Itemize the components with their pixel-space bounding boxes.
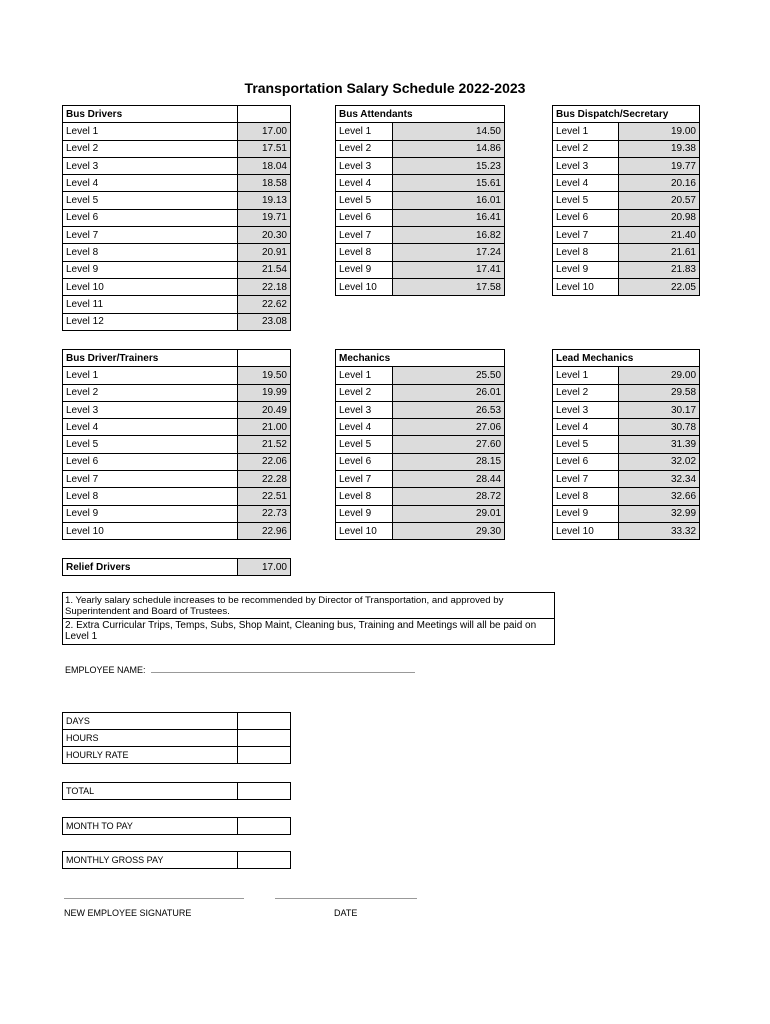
level-label: Level 5 bbox=[336, 436, 393, 453]
employee-name-label: EMPLOYEE NAME: bbox=[65, 665, 146, 675]
month-to-pay-table bbox=[62, 817, 291, 835]
level-label: Level 1 bbox=[63, 367, 238, 384]
mechanics-table bbox=[335, 349, 505, 540]
level-rate: 29.58 bbox=[619, 384, 700, 401]
level-rate: 16.01 bbox=[393, 192, 505, 209]
table-row bbox=[553, 367, 700, 384]
level-rate: 21.00 bbox=[238, 419, 291, 436]
level-rate: 32.34 bbox=[619, 471, 700, 488]
level-label: Level 6 bbox=[63, 209, 238, 226]
level-label: Level 3 bbox=[336, 401, 393, 418]
bus-driver-trainers-table bbox=[62, 349, 291, 540]
level-rate: 17.00 bbox=[238, 123, 291, 140]
level-label: Level 11 bbox=[63, 296, 238, 313]
level-label: Level 4 bbox=[63, 419, 238, 436]
table-row bbox=[553, 209, 700, 226]
table-row bbox=[63, 505, 291, 522]
table-row bbox=[63, 313, 291, 330]
level-rate: 21.61 bbox=[619, 244, 700, 261]
table-row bbox=[336, 123, 505, 140]
days-hours-rate-table bbox=[62, 712, 291, 764]
table-row bbox=[336, 453, 505, 470]
table-row bbox=[553, 175, 700, 192]
level-rate: 33.32 bbox=[619, 522, 700, 539]
table-row bbox=[336, 471, 505, 488]
table-row bbox=[336, 367, 505, 384]
table-row bbox=[553, 505, 700, 522]
level-label: Level 7 bbox=[336, 227, 393, 244]
level-rate: 21.52 bbox=[238, 436, 291, 453]
table-row bbox=[336, 244, 505, 261]
table-row bbox=[553, 419, 700, 436]
level-label: Level 9 bbox=[553, 505, 619, 522]
level-label: Level 2 bbox=[63, 140, 238, 157]
level-label: Level 1 bbox=[336, 123, 393, 140]
hours-label: HOURS bbox=[63, 730, 238, 747]
level-label: Level 1 bbox=[553, 123, 619, 140]
table-row bbox=[336, 488, 505, 505]
level-rate: 28.15 bbox=[393, 453, 505, 470]
level-rate: 22.05 bbox=[619, 278, 700, 295]
level-label: Level 9 bbox=[336, 261, 393, 278]
level-rate: 20.16 bbox=[619, 175, 700, 192]
table-row bbox=[336, 175, 505, 192]
date-line[interactable] bbox=[275, 898, 417, 899]
level-rate: 19.77 bbox=[619, 157, 700, 174]
level-label: Level 2 bbox=[553, 384, 619, 401]
table-row bbox=[336, 261, 505, 278]
level-label: Level 10 bbox=[336, 522, 393, 539]
table-row bbox=[63, 419, 291, 436]
lead-mechanics-table bbox=[552, 349, 700, 540]
table-row bbox=[336, 505, 505, 522]
level-rate: 30.78 bbox=[619, 419, 700, 436]
level-label: Level 1 bbox=[336, 367, 393, 384]
level-label: Level 10 bbox=[553, 522, 619, 539]
level-label: Level 3 bbox=[553, 401, 619, 418]
level-label: Level 2 bbox=[336, 140, 393, 157]
table-heading: Bus Attendants bbox=[336, 106, 505, 123]
signature-label: NEW EMPLOYEE SIGNATURE bbox=[64, 908, 192, 918]
level-rate: 30.17 bbox=[619, 401, 700, 418]
level-label: Level 10 bbox=[63, 522, 238, 539]
level-rate: 32.99 bbox=[619, 505, 700, 522]
level-label: Level 7 bbox=[553, 471, 619, 488]
table-row bbox=[553, 227, 700, 244]
level-rate: 15.61 bbox=[393, 175, 505, 192]
level-label: Level 8 bbox=[553, 244, 619, 261]
table-row bbox=[63, 175, 291, 192]
level-rate: 14.86 bbox=[393, 140, 505, 157]
level-label: Level 1 bbox=[63, 123, 238, 140]
level-rate: 20.98 bbox=[619, 209, 700, 226]
level-label: Level 9 bbox=[63, 261, 238, 278]
level-label: Level 7 bbox=[336, 471, 393, 488]
level-rate: 22.62 bbox=[238, 296, 291, 313]
notes-box bbox=[62, 592, 555, 645]
table-row bbox=[63, 278, 291, 295]
table-row bbox=[63, 453, 291, 470]
level-rate: 14.50 bbox=[393, 123, 505, 140]
table-heading: Bus Dispatch/Secretary bbox=[553, 106, 700, 123]
level-label: Level 5 bbox=[63, 436, 238, 453]
table-row bbox=[336, 209, 505, 226]
level-label: Level 9 bbox=[336, 505, 393, 522]
table-row bbox=[63, 367, 291, 384]
table-row bbox=[336, 140, 505, 157]
level-label: Level 5 bbox=[63, 192, 238, 209]
level-label: Level 6 bbox=[553, 209, 619, 226]
total-field[interactable] bbox=[238, 783, 291, 800]
table-row bbox=[336, 436, 505, 453]
level-rate: 32.66 bbox=[619, 488, 700, 505]
table-heading-blank bbox=[238, 106, 291, 123]
level-rate: 20.57 bbox=[619, 192, 700, 209]
level-label: Level 10 bbox=[336, 278, 393, 295]
level-label: Level 4 bbox=[553, 419, 619, 436]
level-label: Level 2 bbox=[336, 384, 393, 401]
bus-drivers-table bbox=[62, 105, 291, 331]
level-rate: 20.49 bbox=[238, 401, 291, 418]
table-heading: Bus Driver/Trainers bbox=[63, 350, 238, 367]
level-label: Level 10 bbox=[553, 278, 619, 295]
level-rate: 19.71 bbox=[238, 209, 291, 226]
table-row bbox=[553, 261, 700, 278]
level-rate: 21.54 bbox=[238, 261, 291, 278]
level-label: Level 1 bbox=[553, 367, 619, 384]
level-rate: 29.00 bbox=[619, 367, 700, 384]
page-title: Transportation Salary Schedule 2022-2023 bbox=[244, 80, 526, 96]
table-heading: Mechanics bbox=[336, 350, 505, 367]
level-label: Level 3 bbox=[336, 157, 393, 174]
table-row bbox=[63, 384, 291, 401]
table-row bbox=[553, 471, 700, 488]
monthly-gross-pay-field[interactable] bbox=[238, 852, 291, 869]
level-rate: 17.51 bbox=[238, 140, 291, 157]
table-row bbox=[63, 157, 291, 174]
level-rate: 17.41 bbox=[393, 261, 505, 278]
level-label: Level 6 bbox=[336, 209, 393, 226]
level-label: Level 7 bbox=[63, 471, 238, 488]
hourly-rate-label: HOURLY RATE bbox=[63, 747, 238, 764]
level-rate: 32.02 bbox=[619, 453, 700, 470]
table-row bbox=[336, 278, 505, 295]
level-label: Level 3 bbox=[63, 401, 238, 418]
signature-line[interactable] bbox=[64, 898, 244, 899]
level-rate: 25.50 bbox=[393, 367, 505, 384]
table-row bbox=[553, 192, 700, 209]
table-heading: Bus Drivers bbox=[63, 106, 238, 123]
level-rate: 22.18 bbox=[238, 278, 291, 295]
table-row bbox=[553, 140, 700, 157]
table-heading-blank bbox=[238, 350, 291, 367]
employee-name-field[interactable] bbox=[151, 664, 415, 673]
total-label: TOTAL bbox=[63, 783, 238, 800]
level-label: Level 5 bbox=[336, 192, 393, 209]
level-label: Level 4 bbox=[63, 175, 238, 192]
note-1: 1. Yearly salary schedule increases to be recommended by Director of Transportation, and approved by Superintendent and Board of Trustees. bbox=[63, 593, 554, 619]
level-label: Level 6 bbox=[336, 453, 393, 470]
level-rate: 18.58 bbox=[238, 175, 291, 192]
relief-drivers-label: Relief Drivers bbox=[63, 559, 238, 576]
level-label: Level 6 bbox=[553, 453, 619, 470]
level-label: Level 8 bbox=[63, 244, 238, 261]
table-row bbox=[63, 261, 291, 278]
level-rate: 27.60 bbox=[393, 436, 505, 453]
level-label: Level 4 bbox=[553, 175, 619, 192]
table-row bbox=[336, 522, 505, 539]
table-row bbox=[553, 401, 700, 418]
table-row bbox=[63, 436, 291, 453]
table-row bbox=[63, 296, 291, 313]
hourly-rate-field[interactable] bbox=[238, 747, 291, 764]
month-to-pay-label: MONTH TO PAY bbox=[63, 818, 238, 835]
level-label: Level 2 bbox=[63, 384, 238, 401]
note-2: 2. Extra Curricular Trips, Temps, Subs, Shop Maint, Cleaning bus, Training and Meetings will all be paid on Level 1 bbox=[65, 620, 537, 642]
table-row bbox=[63, 227, 291, 244]
days-field[interactable] bbox=[238, 713, 291, 730]
table-row bbox=[553, 384, 700, 401]
level-rate: 28.44 bbox=[393, 471, 505, 488]
level-rate: 17.24 bbox=[393, 244, 505, 261]
level-rate: 20.91 bbox=[238, 244, 291, 261]
level-rate: 21.83 bbox=[619, 261, 700, 278]
table-row bbox=[63, 140, 291, 157]
level-label: Level 7 bbox=[63, 227, 238, 244]
table-row bbox=[553, 244, 700, 261]
table-heading: Lead Mechanics bbox=[553, 350, 700, 367]
level-label: Level 6 bbox=[63, 453, 238, 470]
level-rate: 27.06 bbox=[393, 419, 505, 436]
table-row bbox=[336, 384, 505, 401]
level-rate: 16.82 bbox=[393, 227, 505, 244]
level-rate: 22.51 bbox=[238, 488, 291, 505]
level-rate: 21.40 bbox=[619, 227, 700, 244]
level-rate: 22.06 bbox=[238, 453, 291, 470]
table-row bbox=[336, 401, 505, 418]
level-rate: 19.50 bbox=[238, 367, 291, 384]
level-label: Level 5 bbox=[553, 192, 619, 209]
level-rate: 16.41 bbox=[393, 209, 505, 226]
table-row bbox=[63, 471, 291, 488]
employee-name-row bbox=[65, 664, 415, 675]
table-row bbox=[553, 488, 700, 505]
table-row bbox=[336, 419, 505, 436]
level-label: Level 9 bbox=[553, 261, 619, 278]
level-label: Level 10 bbox=[63, 278, 238, 295]
level-rate: 19.13 bbox=[238, 192, 291, 209]
level-rate: 22.96 bbox=[238, 522, 291, 539]
level-rate: 26.53 bbox=[393, 401, 505, 418]
level-label: Level 8 bbox=[63, 488, 238, 505]
level-label: Level 4 bbox=[336, 175, 393, 192]
hours-field[interactable] bbox=[238, 730, 291, 747]
month-to-pay-field[interactable] bbox=[238, 818, 291, 835]
relief-drivers-table bbox=[62, 558, 291, 576]
level-rate: 22.28 bbox=[238, 471, 291, 488]
table-row bbox=[553, 123, 700, 140]
table-row bbox=[336, 227, 505, 244]
bus-dispatch-table bbox=[552, 105, 700, 296]
level-rate: 22.73 bbox=[238, 505, 291, 522]
date-label: DATE bbox=[334, 908, 358, 918]
level-label: Level 2 bbox=[553, 140, 619, 157]
level-rate: 28.72 bbox=[393, 488, 505, 505]
level-rate: 19.99 bbox=[238, 384, 291, 401]
table-row bbox=[553, 453, 700, 470]
level-rate: 15.23 bbox=[393, 157, 505, 174]
table-row bbox=[553, 522, 700, 539]
table-row bbox=[553, 157, 700, 174]
table-row bbox=[63, 209, 291, 226]
level-label: Level 8 bbox=[336, 488, 393, 505]
monthly-gross-pay-label: MONTHLY GROSS PAY bbox=[63, 852, 238, 869]
table-row bbox=[336, 192, 505, 209]
table-row bbox=[63, 192, 291, 209]
level-rate: 17.58 bbox=[393, 278, 505, 295]
table-row bbox=[63, 244, 291, 261]
bus-attendants-table bbox=[335, 105, 505, 296]
table-row bbox=[63, 401, 291, 418]
table-row bbox=[553, 278, 700, 295]
level-label: Level 7 bbox=[553, 227, 619, 244]
level-rate: 19.38 bbox=[619, 140, 700, 157]
table-row bbox=[336, 157, 505, 174]
level-label: Level 4 bbox=[336, 419, 393, 436]
level-rate: 29.01 bbox=[393, 505, 505, 522]
level-rate: 29.30 bbox=[393, 522, 505, 539]
level-label: Level 3 bbox=[553, 157, 619, 174]
table-row bbox=[63, 488, 291, 505]
level-label: Level 9 bbox=[63, 505, 238, 522]
level-label: Level 5 bbox=[553, 436, 619, 453]
level-rate: 19.00 bbox=[619, 123, 700, 140]
monthly-gross-pay-table bbox=[62, 851, 291, 869]
level-rate: 20.30 bbox=[238, 227, 291, 244]
level-label: Level 8 bbox=[553, 488, 619, 505]
level-rate: 18.04 bbox=[238, 157, 291, 174]
table-row bbox=[63, 522, 291, 539]
table-row bbox=[63, 123, 291, 140]
level-rate: 31.39 bbox=[619, 436, 700, 453]
level-label: Level 12 bbox=[63, 313, 238, 330]
level-label: Level 8 bbox=[336, 244, 393, 261]
level-rate: 23.08 bbox=[238, 313, 291, 330]
days-label: DAYS bbox=[63, 713, 238, 730]
relief-drivers-rate: 17.00 bbox=[238, 559, 291, 576]
table-row bbox=[553, 436, 700, 453]
level-rate: 26.01 bbox=[393, 384, 505, 401]
level-label: Level 3 bbox=[63, 157, 238, 174]
total-table bbox=[62, 782, 291, 800]
